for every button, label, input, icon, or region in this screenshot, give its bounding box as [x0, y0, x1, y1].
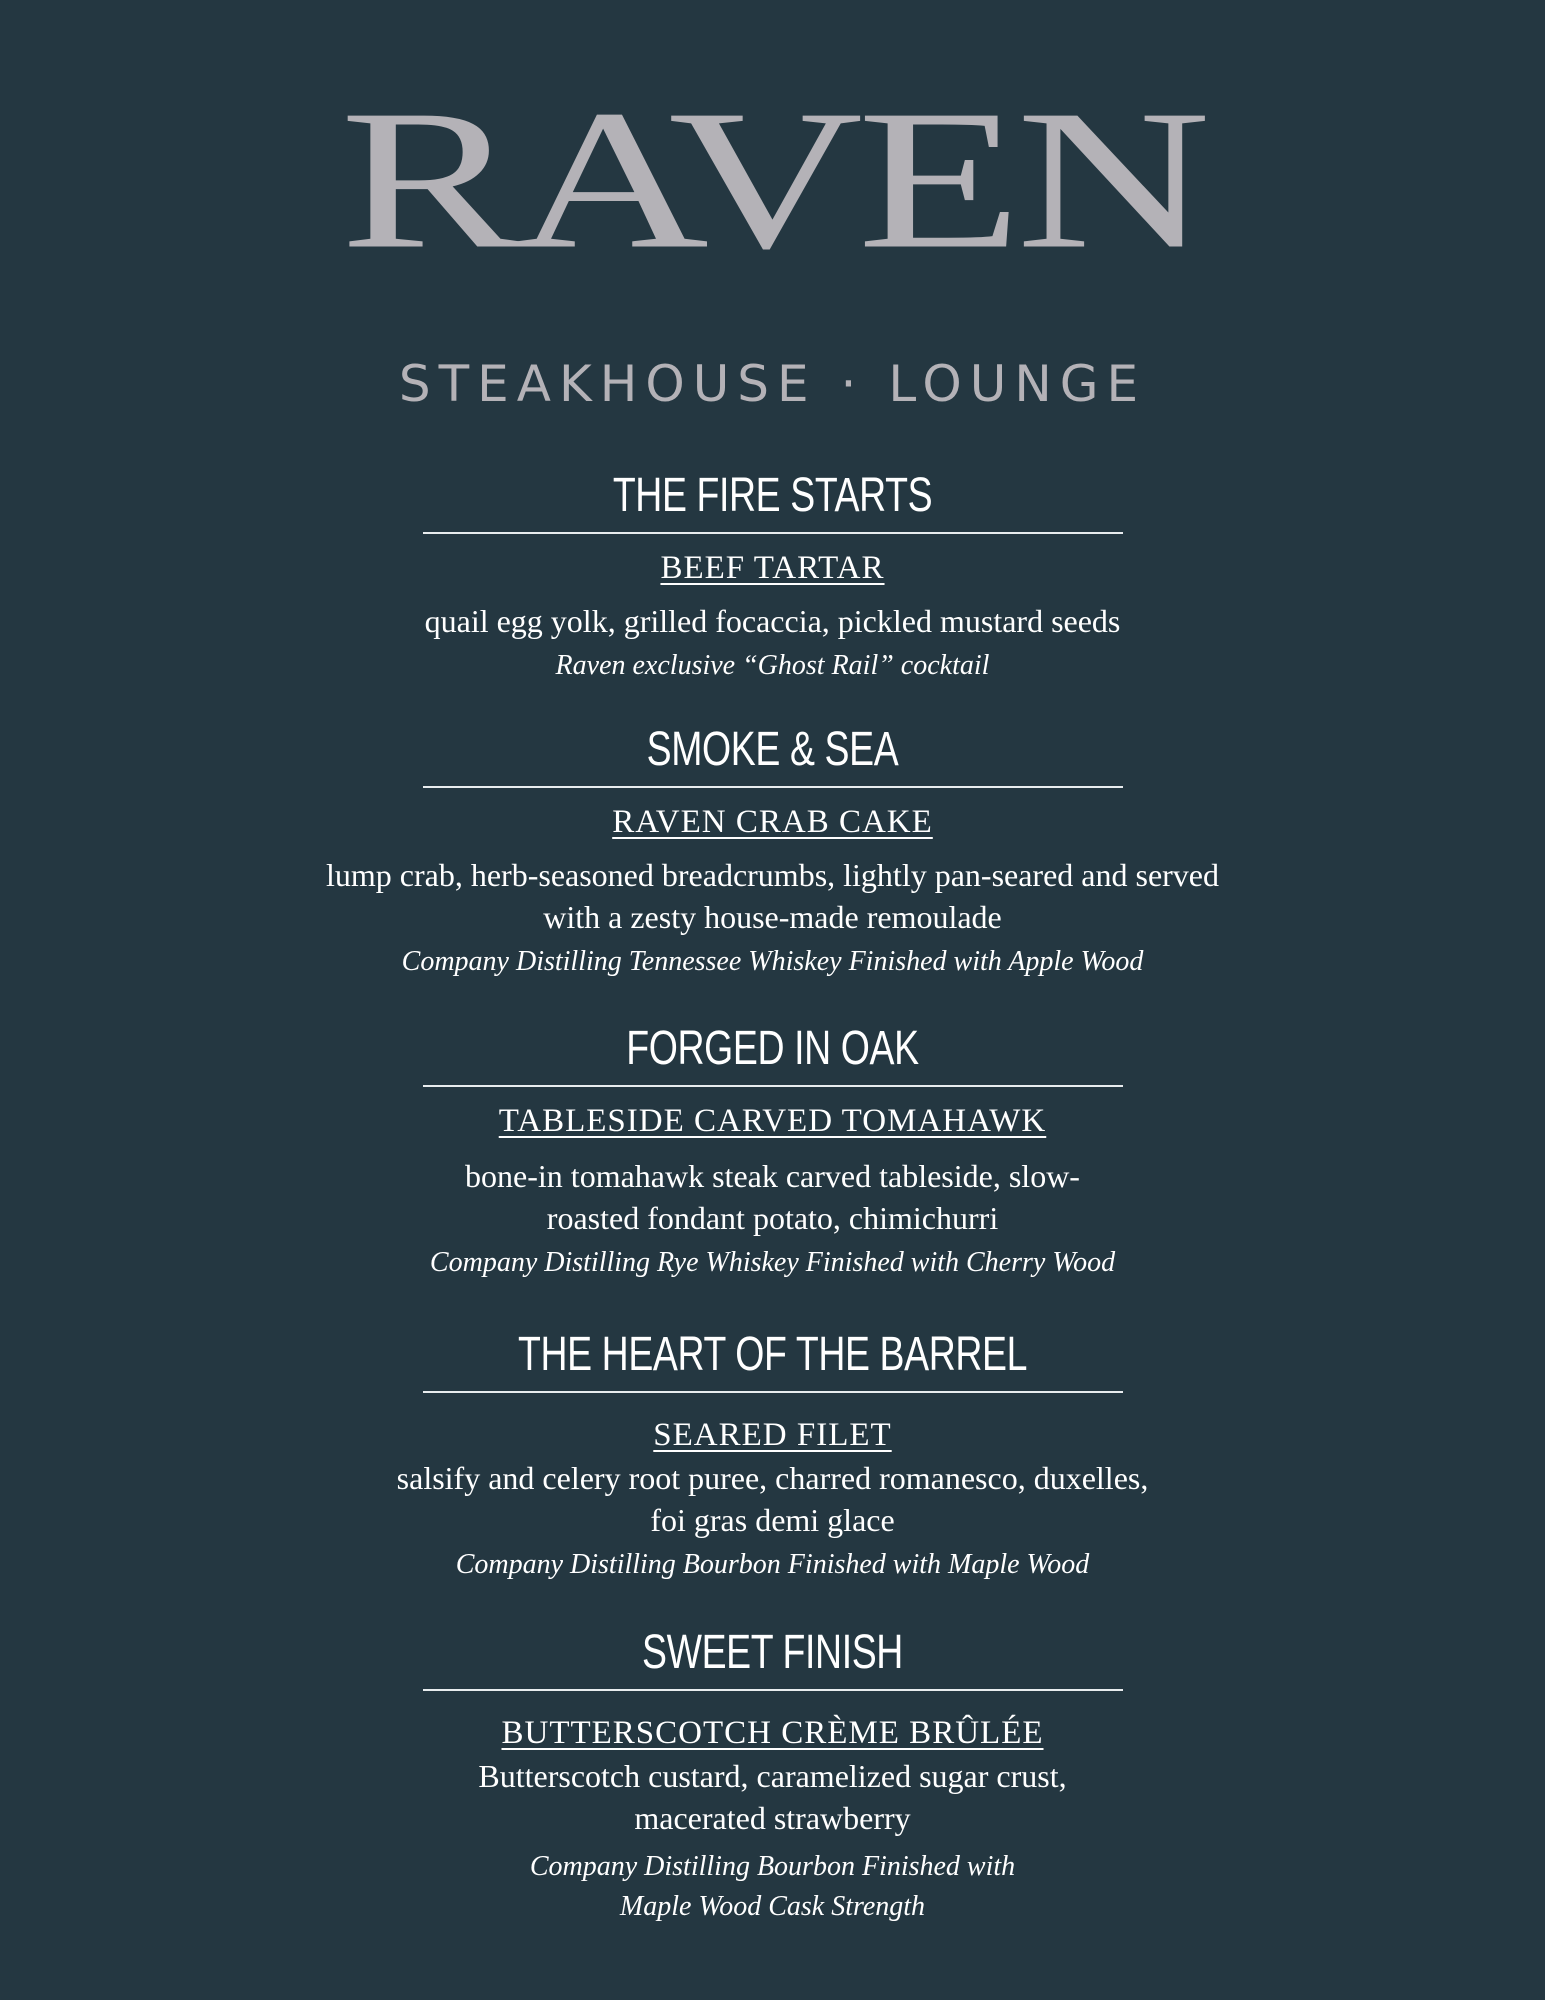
section-divider	[423, 1391, 1123, 1393]
drink-pairing: Company Distilling Bourbon Finished with Maple Wood	[455, 1549, 1090, 1580]
brand-logo: RAVEN	[339, 68, 1206, 291]
dish-name: BEEF TARTAR	[660, 550, 885, 586]
drink-pairing: Company Distilling Rye Whiskey Finished with Cherry Wood	[429, 1247, 1116, 1278]
dish-name: SEARED FILET	[653, 1417, 892, 1453]
course-section	[0, 1625, 1545, 1927]
dish-name: RAVEN CRAB CAKE	[612, 804, 933, 840]
dish-description: quail egg yolk, grilled focaccia, pickled mustard seeds	[424, 603, 1121, 639]
course-title: SWEET FINISH	[642, 1626, 903, 1679]
drink-pairing: Raven exclusive “Ghost Rail” cocktail	[555, 650, 990, 681]
dish-name: BUTTERSCOTCH CRÈME BRÛLÉE	[501, 1715, 1044, 1751]
dish-name: TABLESIDE CARVED TOMAHAWK	[498, 1103, 1047, 1139]
course-section	[0, 1327, 1545, 1585]
dish-description: lump crab, herb-seasoned breadcrumbs, lightly pan-seared and served with a zesty house-made remoulade	[326, 857, 1219, 935]
course-section	[0, 468, 1545, 686]
brand-tagline: STEAKHOUSE · LOUNGE	[398, 355, 1147, 413]
dish-description: bone-in tomahawk steak carved tableside, slow-roasted fondant potato, chimichurri	[465, 1158, 1080, 1236]
course-title: THE FIRE STARTS	[612, 469, 933, 522]
course-title: THE HEART OF THE BARREL	[517, 1328, 1028, 1381]
course-section	[0, 722, 1545, 982]
dish-description: salsify and celery root puree, charred romanesco, duxelles, foi gras demi glace	[396, 1460, 1149, 1538]
section-divider	[423, 1085, 1123, 1087]
section-divider	[423, 1689, 1123, 1691]
drink-pairing: Company Distilling Tennessee Whiskey Finished with Apple Wood	[401, 946, 1144, 977]
course-section	[0, 1021, 1545, 1283]
dish-description: Butterscotch custard, caramelized sugar crust, macerated strawberry	[478, 1758, 1067, 1836]
course-title: SMOKE & SEA	[646, 723, 899, 776]
drink-pairing: Company Distilling Bourbon Finished with Maple Wood Cask Strength	[529, 1851, 1016, 1922]
section-divider	[423, 786, 1123, 788]
section-divider	[423, 532, 1123, 534]
course-title: FORGED IN OAK	[626, 1022, 919, 1075]
